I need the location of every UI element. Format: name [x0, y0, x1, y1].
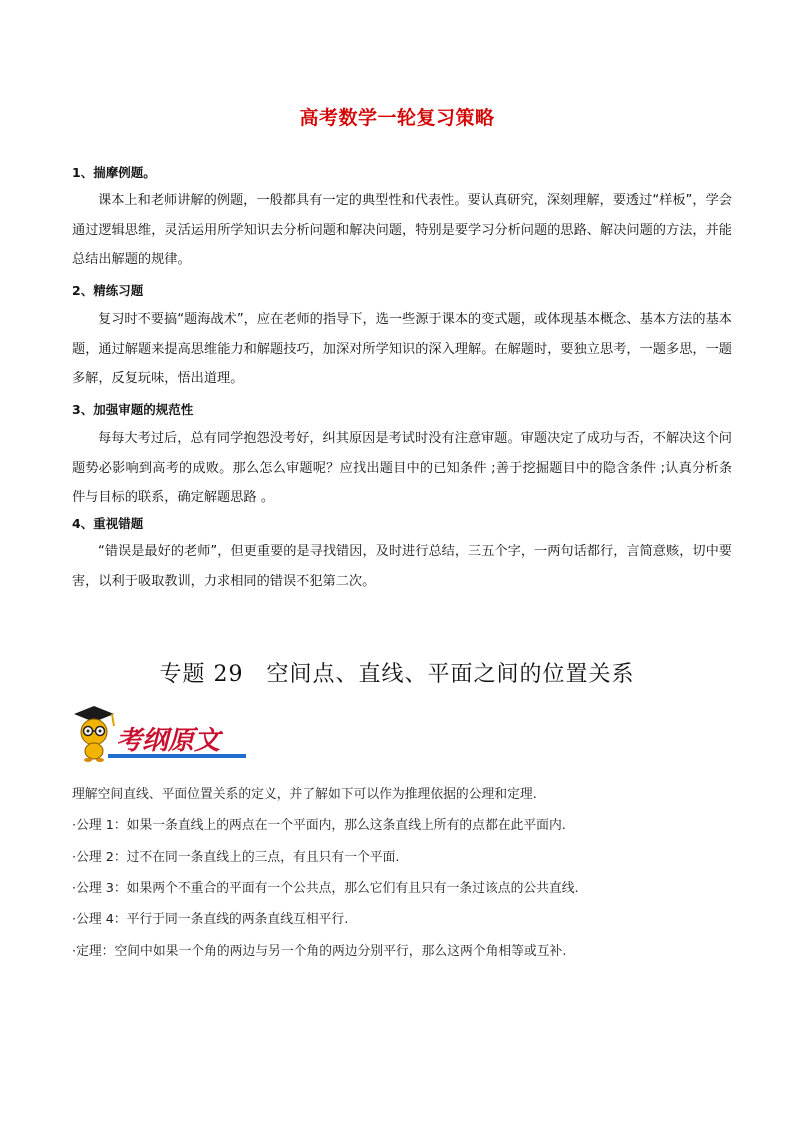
- section-2-heading: 2、精练习题: [72, 283, 144, 298]
- topic-title: 专题 29 空间点、直线、平面之间的位置关系: [159, 662, 635, 687]
- list-item: ·公理 4：平行于同一条直线的两条直线互相平行.: [72, 912, 349, 927]
- intro-text: 理解空间直线、平面位置关系的定义，并了解如下可以作为推理依据的公理和定理.: [72, 787, 537, 802]
- list-item: ·定理：空间中如果一个角的两边与另一个角的两边分别平行，那么这两个角相等或互补.: [72, 944, 567, 959]
- section-4-text: “错误是最好的老师”，但更重要的是寻找错因，及时进行总结，三五个字，一两句话都行，言简意赅，切中要害，以利于吸取教训，力求相同的错误不犯第二次。: [72, 544, 732, 589]
- page-title: 高考数学一轮复习策略: [299, 107, 495, 129]
- section-3-heading: 3、加强审题的规范性: [72, 402, 194, 417]
- list-item: ·公理 1：如果一条直线上的两点在一个平面内，那么这条直线上所有的点都在此平面内.: [72, 818, 566, 833]
- syllabus-banner: [68, 704, 248, 764]
- section-4-heading: 4、重视错题: [72, 516, 144, 531]
- list-item: ·公理 2：过不在同一条直线上的三点，有且只有一个平面.: [72, 850, 400, 865]
- section-2-text: 复习时不要搞“题海战术”，应在老师的指导下，选一些源于课本的变式题，或体现基本概念、基本方法的基本题，通过解题来提高思维能力和解题技巧，加深对所学知识的深入理解。在解题时，要独立思考，一题多思，一题多解，反复玩味，悟出道理。: [72, 312, 732, 386]
- banner-text: 考纲原文: [116, 726, 221, 756]
- list-item: ·公理 3：如果两个不重合的平面有一个公共点，那么它们有且只有一条过该点的公共直线.: [72, 881, 579, 896]
- section-3-text: 每每大考过后，总有同学抱怨没考好，纠其原因是考试时没有注意审题。审题决定了成功与否，不解决这个问题势必影响到高考的成败。那么怎么审题呢？应找出题目中的已知条件 ;善于挖掘题目中的隐含条件 ;认真分析条件与目标的联系，确定解题思路 。: [72, 431, 732, 505]
- section-1-heading: 1、揣摩例题。: [72, 165, 156, 180]
- section-1-text: 课本上和老师讲解的例题，一般都具有一定的典型性和代表性。要认真研究，深刻理解，要透过“样板”，学会通过逻辑思维，灵活运用所学知识去分析问题和解决问题，特别是要学习分析问题的思路、解决问题的方法，并能总结出解题的规律。: [72, 193, 732, 267]
- scholar-mascot-icon: [68, 704, 248, 764]
